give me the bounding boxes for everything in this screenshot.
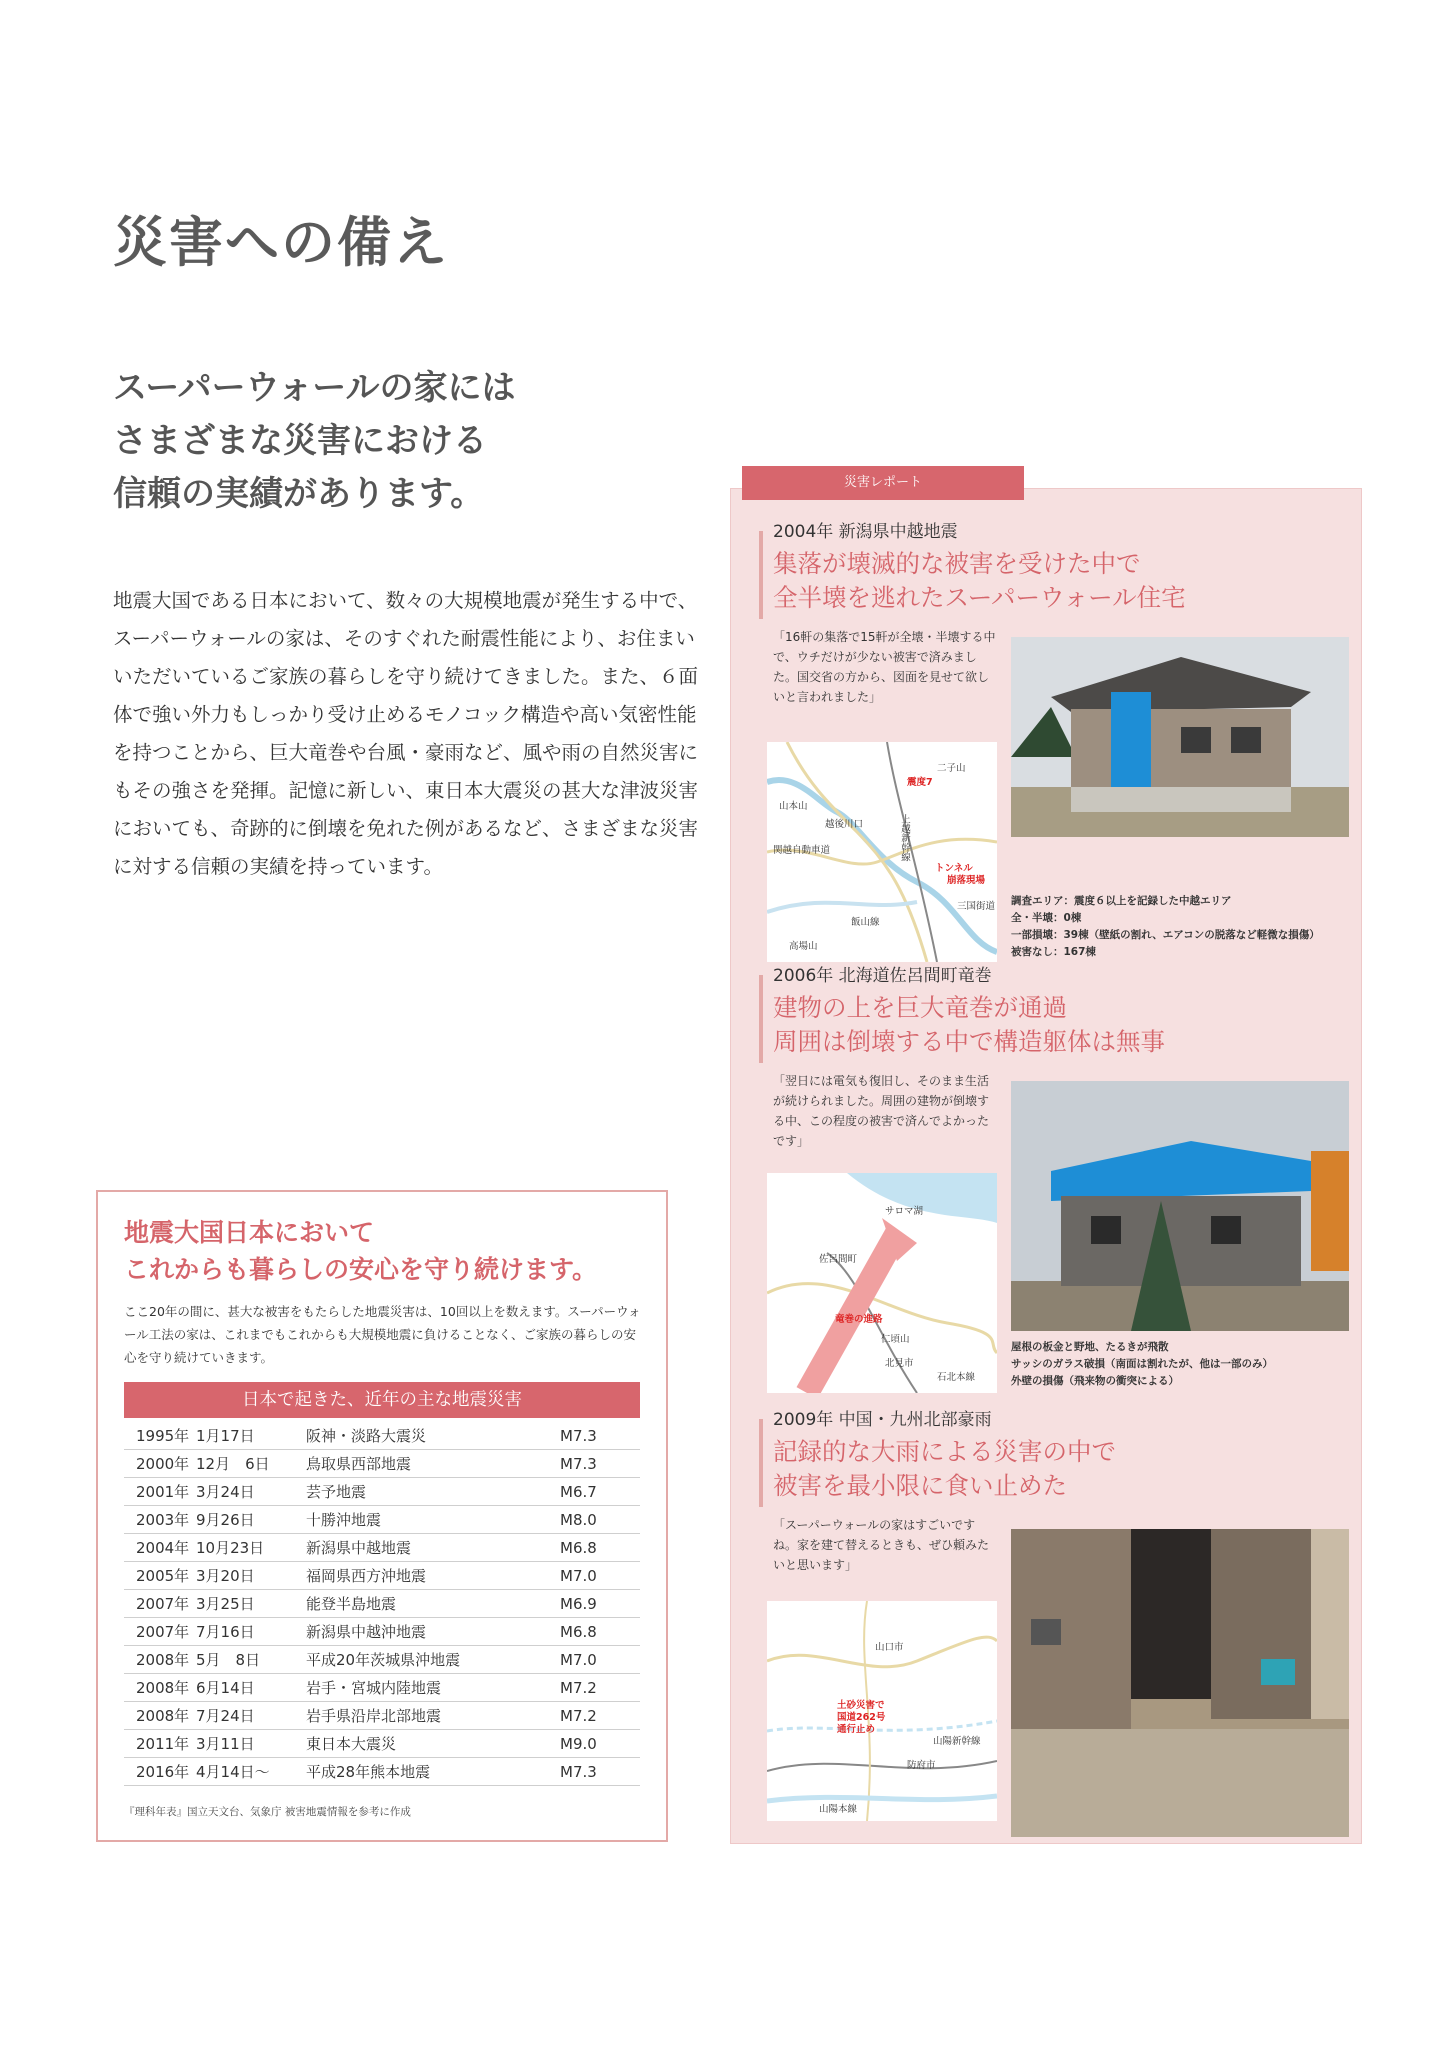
table-cell-mag: M6.9 [560, 1590, 640, 1618]
card-headline [773, 1435, 1116, 1503]
report-card-2004 [759, 517, 1351, 957]
card-headline-line: 記録的な大雨による災害の中で [773, 1437, 1116, 1466]
table-row [124, 1506, 640, 1534]
map-yamaguchi [767, 1601, 997, 1821]
earthquake-box-heading [124, 1214, 597, 1288]
table-cell-name: 新潟県中越沖地震 [306, 1618, 560, 1646]
headline-line: 信頼の実績があります。 [113, 474, 485, 514]
table-cell-date: 9月26日 [196, 1506, 306, 1534]
table-source-note: 『理科年表』国立天文台、気象庁 被害地震情報を参考に作成 [124, 1806, 411, 1818]
table-cell-year: 2007年 [124, 1590, 196, 1618]
table-cell-date: 3月11日 [196, 1730, 306, 1758]
table-cell-name: 平成20年茨城県沖地震 [306, 1646, 560, 1674]
map-label: 高場山 [789, 941, 818, 952]
map-label: 上越新幹線 [899, 814, 910, 862]
caption-line: 被害なし：167棟 [1011, 946, 1096, 958]
table-cell-year: 2000年 [124, 1450, 196, 1478]
caption-niigata [1011, 893, 1320, 961]
map-label: 北見市 [885, 1358, 914, 1369]
table-cell-date: 3月20日 [196, 1562, 306, 1590]
map-label: 三国街道 [957, 901, 996, 912]
table-cell-name: 岩手・宮城内陸地震 [306, 1674, 560, 1702]
earthquake-table [124, 1422, 640, 1786]
card-headline-line: 建物の上を巨大竜巻が通過 [773, 993, 1067, 1022]
map-label: 山口市 [875, 1642, 904, 1653]
card-accent-bar [759, 531, 763, 619]
table-cell-date: 5月 8日 [196, 1646, 306, 1674]
map-label-landslide: 土砂災害で [837, 1700, 885, 1711]
table-row [124, 1478, 640, 1506]
table-cell-date: 3月25日 [196, 1590, 306, 1618]
card-quote: 「翌日には電気も復旧し、そのまま生活が続けられました。周囲の建物が倒壊する中、この程度の被害で済んでよかったです」 [773, 1074, 990, 1148]
card-headline-line: 集落が壊滅的な被害を受けた中で [773, 549, 1141, 578]
map-label-tunnel: トンネル [935, 863, 973, 874]
card-accent-bar [759, 975, 763, 1063]
card-year: 2004年 新潟県中越地震 [773, 522, 958, 542]
card-headline [773, 547, 1186, 615]
card-headline-line: 周囲は倒壊する中で構造躯体は無事 [773, 1027, 1165, 1056]
table-cell-date: 10月23日 [196, 1534, 306, 1562]
map-label: 飯山線 [851, 917, 880, 928]
table-cell-year: 2016年 [124, 1758, 196, 1786]
table-cell-name: 鳥取県西部地震 [306, 1450, 560, 1478]
table-cell-mag: M6.8 [560, 1534, 640, 1562]
table-cell-year: 2008年 [124, 1702, 196, 1730]
body-paragraph: 地震大国である日本において、数々の大規模地震が発生する中で、スーパーウォールの家は、そのすぐれた耐震性能により、お住まいいただいているご家族の暮らしを守り続けてきました。また、６面体で強い外力もしっかり受け止めるモノコック構造や高い気密性能を持つことから、巨大竜巻や台風・豪雨など、風や雨の自然災害にもその強さを発揮。記憶に新しい、東日本大震災の甚大な津波災害においても、奇跡的に倒壊を免れた例があるなど、さまざまな災害に対する信頼の実績を持っています。 [113, 589, 699, 878]
map-label: 防府市 [907, 1760, 936, 1771]
map-label-tornado-path: 竜巻の進路 [835, 1314, 883, 1325]
house-photo-niigata [1011, 637, 1349, 887]
table-cell-year: 2007年 [124, 1618, 196, 1646]
table-cell-name: 東日本大震災 [306, 1730, 560, 1758]
card-quote: 「16軒の集落で15軒が全壊・半壊する中で、ウチだけが少ない被害で済みました。国交省の方から、図面を見せて欲しいと言われました」 [773, 630, 996, 704]
table-cell-mag: M7.2 [560, 1702, 640, 1730]
map-label: サロマ湖 [885, 1206, 924, 1217]
disaster-report-panel [730, 488, 1362, 1844]
caption-line: 調査エリア：震度６以上を記録した中越エリア [1011, 895, 1232, 907]
table-cell-mag: M7.0 [560, 1562, 640, 1590]
table-cell-mag: M9.0 [560, 1730, 640, 1758]
map-label: 佐呂間町 [819, 1254, 858, 1265]
heading-line: 地震大国日本において [124, 1218, 375, 1247]
map-label: 二子山 [937, 763, 966, 774]
table-row [124, 1674, 640, 1702]
map-label: 越後川口 [825, 819, 864, 830]
table-cell-name: 新潟県中越地震 [306, 1534, 560, 1562]
card-headline-line: 全半壊を逃れたスーパーウォール住宅 [773, 583, 1186, 612]
caption-line: サッシのガラス破損（南面は割れたが、他は一部のみ） [1011, 1358, 1273, 1370]
table-cell-mag: M6.7 [560, 1478, 640, 1506]
table-cell-date: 7月24日 [196, 1702, 306, 1730]
card-quote: 「スーパーウォールの家はすごいですね。家を建て替えるときも、ぜひ頼みたいと思います」 [773, 1518, 990, 1572]
table-cell-year: 2005年 [124, 1562, 196, 1590]
map-label: 山陽本線 [819, 1804, 858, 1815]
table-cell-year: 2008年 [124, 1674, 196, 1702]
table-row [124, 1450, 640, 1478]
disaster-report-tab: 災害レポート [742, 466, 1024, 500]
table-cell-year: 2004年 [124, 1534, 196, 1562]
card-year: 2006年 北海道佐呂間町竜巻 [773, 966, 992, 986]
table-row [124, 1534, 640, 1562]
earthquake-box [96, 1190, 668, 1842]
table-cell-year: 2011年 [124, 1730, 196, 1758]
caption-line: 一部損壊：39棟（壁紙の割れ、エアコンの脱落など軽微な損傷） [1011, 929, 1320, 941]
table-cell-mag: M8.0 [560, 1506, 640, 1534]
caption-line: 屋根の板金と野地、たるきが飛散 [1011, 1341, 1169, 1353]
table-cell-mag: M7.3 [560, 1422, 640, 1450]
table-row [124, 1730, 640, 1758]
table-cell-year: 2001年 [124, 1478, 196, 1506]
page-title: 災害への備え [113, 211, 449, 274]
map-label: 石北本線 [937, 1372, 976, 1383]
headline [113, 362, 516, 521]
table-cell-mag: M7.3 [560, 1758, 640, 1786]
map-niigata [767, 742, 997, 962]
earthquake-table-title: 日本で起きた、近年の主な地震災害 [124, 1382, 640, 1418]
table-cell-name: 阪神・淡路大震災 [306, 1422, 560, 1450]
house-photo-saroma [1011, 1081, 1349, 1331]
table-cell-year: 2008年 [124, 1646, 196, 1674]
table-row [124, 1646, 640, 1674]
table-cell-year: 1995年 [124, 1422, 196, 1450]
table-cell-mag: M6.8 [560, 1618, 640, 1646]
table-cell-mag: M7.2 [560, 1674, 640, 1702]
table-cell-name: 福岡県西方沖地震 [306, 1562, 560, 1590]
table-cell-date: 6月14日 [196, 1674, 306, 1702]
table-cell-mag: M7.0 [560, 1646, 640, 1674]
map-label: 通行止め [837, 1724, 876, 1735]
table-cell-name: 岩手県沿岸北部地震 [306, 1702, 560, 1730]
card-year: 2009年 中国・九州北部豪雨 [773, 1410, 992, 1430]
report-card-2006 [759, 961, 1351, 1401]
table-row [124, 1422, 640, 1450]
map-label: 関越自動車道 [773, 845, 831, 856]
house-photo-yamaguchi [1011, 1529, 1349, 1837]
map-label: 仁頃山 [881, 1334, 910, 1345]
card-headline [773, 991, 1165, 1059]
map-saroma [767, 1173, 997, 1393]
map-label: 崩落現場 [947, 875, 986, 886]
card-headline-line: 被害を最小限に食い止めた [773, 1471, 1067, 1500]
map-label-epicenter: 震度7 [907, 777, 933, 788]
heading-line: これからも暮らしの安心を守り続けます。 [124, 1255, 598, 1284]
table-cell-name: 芸予地震 [306, 1478, 560, 1506]
map-label: 山本山 [779, 801, 808, 812]
table-cell-date: 7月16日 [196, 1618, 306, 1646]
table-row [124, 1758, 640, 1786]
table-row [124, 1618, 640, 1646]
headline-line: スーパーウォールの家には [113, 368, 516, 408]
table-cell-date: 4月14日～ [196, 1758, 306, 1786]
table-cell-name: 能登半島地震 [306, 1590, 560, 1618]
table-row [124, 1562, 640, 1590]
card-accent-bar [759, 1419, 763, 1507]
table-cell-year: 2003年 [124, 1506, 196, 1534]
table-row [124, 1702, 640, 1730]
report-card-2009 [759, 1405, 1351, 1825]
headline-line: さまざまな災害における [113, 421, 487, 461]
table-cell-date: 12月 6日 [196, 1450, 306, 1478]
map-label: 山陽新幹線 [933, 1736, 981, 1747]
table-cell-date: 1月17日 [196, 1422, 306, 1450]
table-cell-name: 平成28年熊本地震 [306, 1758, 560, 1786]
caption-line: 全・半壊：0棟 [1011, 912, 1082, 924]
table-row [124, 1590, 640, 1618]
table-cell-name: 十勝沖地震 [306, 1506, 560, 1534]
table-cell-mag: M7.3 [560, 1450, 640, 1478]
earthquake-box-intro: ここ20年の間に、甚大な被害をもたらした地震災害は、10回以上を数えます。スーパーウォール工法の家は、これまでもこれからも大規模地震に負けることなく、ご家族の暮らしの安心を守り続けていきます。 [124, 1304, 641, 1365]
table-cell-date: 3月24日 [196, 1478, 306, 1506]
caption-saroma [1011, 1339, 1273, 1390]
caption-line: 外壁の損傷（飛来物の衝突による） [1011, 1375, 1179, 1387]
map-label: 国道262号 [837, 1712, 886, 1723]
